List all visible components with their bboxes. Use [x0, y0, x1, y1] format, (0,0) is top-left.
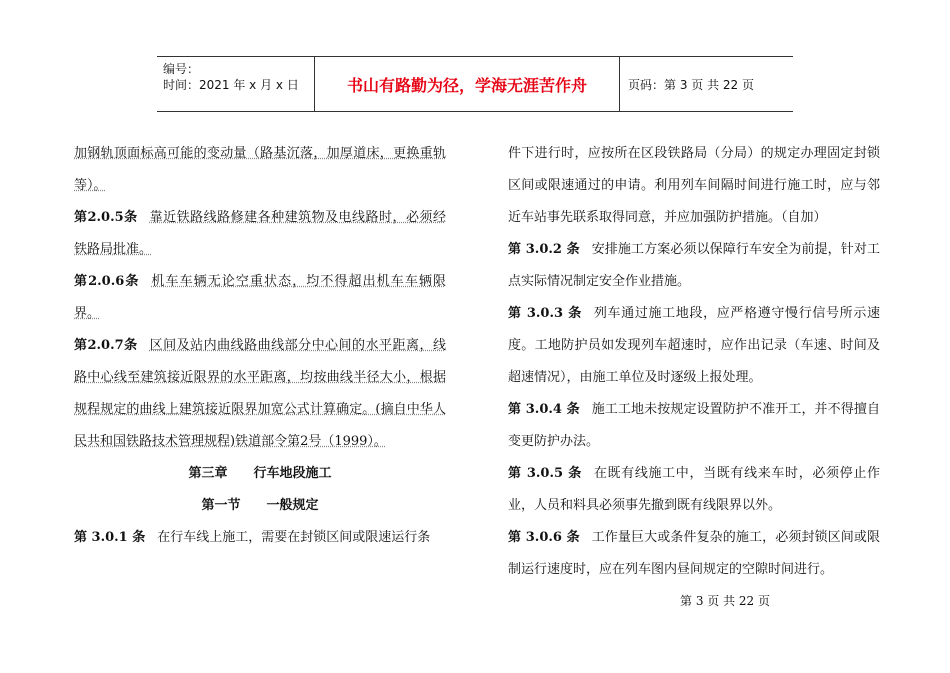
article-number: 第 3.0.4 条: [508, 402, 580, 417]
article-text: 在行车线上施工，需要在封锁区间或限速运行条: [157, 530, 431, 545]
article-number: 第 3.0.1 条: [74, 530, 146, 545]
page-footer: 第 3 页 共 22 页: [680, 594, 770, 608]
article-text: 靠近铁路线路修建各种建筑物及电线路时，必须经铁路局批准。: [74, 210, 446, 257]
article-3-0-1: [74, 522, 446, 554]
article-text: 机车车辆无论空重状态，均不得超出机车车辆限界。: [74, 274, 446, 321]
article-2-0-6: [74, 266, 446, 330]
article-text: 安排施工方案必须以保障行车安全为前提，针对工点实际情况制定安全作业措施。: [508, 242, 880, 289]
article-number: 第 3.0.3 条: [508, 306, 582, 321]
article-number: 第2.0.7条: [74, 338, 138, 353]
article-text: 区间及站内曲线路曲线部分中心间的水平距离，线路中心线至建筑接近限界的水平距离，均按曲线半径大小，根据规程规定的曲线上建筑接近限界加宽公式计算确定。(摘自中华人民共和国铁路技术管理规程)铁道部令第2号（1999）。: [74, 338, 446, 449]
article-text: 施工工地未按规定设置防护不准开工，并不得擅自变更防护办法。: [508, 402, 880, 449]
article-text: 列车通过施工地段，应严格遵守慢行信号所示速度。工地防护员如发现列车超速时，应作出记录（车速、时间及超速情况），由施工单位及时逐级上报处理。: [508, 306, 880, 385]
time-label: 时间：2021 年 x 月 x 日: [163, 78, 299, 92]
article-3-0-5: [508, 458, 880, 522]
article-number: 第 3.0.2 条: [508, 242, 580, 257]
left-column: [74, 138, 446, 554]
article-number: 第2.0.6条: [74, 274, 140, 289]
article-text: 工作量巨大或条件复杂的施工，必须封锁区间或限制运行速度时，应在列车图内昼间规定的空隙时间进行。: [508, 530, 880, 577]
article-3-0-4: [508, 394, 880, 458]
article-text: 在既有线施工中，当既有线来车时，必须停止作业，人员和料具必须事先撤到既有线限界以外。: [508, 466, 880, 513]
header-page-label: 页码：第 3 页 共 22 页: [628, 77, 754, 92]
header-meta: [157, 57, 315, 111]
right-column: [508, 138, 880, 586]
section-title: 第一节 一般规定: [201, 498, 319, 513]
article-3-0-6: [508, 522, 880, 586]
number-label: 编号：: [163, 62, 200, 76]
paragraph: 加钢轨顶面标高可能的变动量（路基沉落，加厚道床，更换重轨等）。: [74, 146, 446, 193]
header-motto: 书山有路勤为径，学海无涯苦作舟: [315, 57, 620, 111]
chapter-title: 第三章 行车地段施工: [188, 466, 332, 481]
article-number: 第 3.0.5 条: [508, 466, 582, 481]
article-3-0-3: [508, 298, 880, 394]
page-header: [157, 56, 793, 112]
article-2-0-5: [74, 202, 446, 266]
article-number: 第 3.0.6 条: [508, 530, 580, 545]
article-2-0-7: [74, 330, 446, 458]
article-3-0-2: [508, 234, 880, 298]
article-number: 第2.0.5条: [74, 210, 138, 225]
paragraph: 件下进行时，应按所在区段铁路局（分局）的规定办理固定封锁区间或限速通过的申请。利用列车间隔时间进行施工时，应与邻近车站事先联系取得同意，并应加强防护措施。（自加）: [508, 146, 880, 225]
